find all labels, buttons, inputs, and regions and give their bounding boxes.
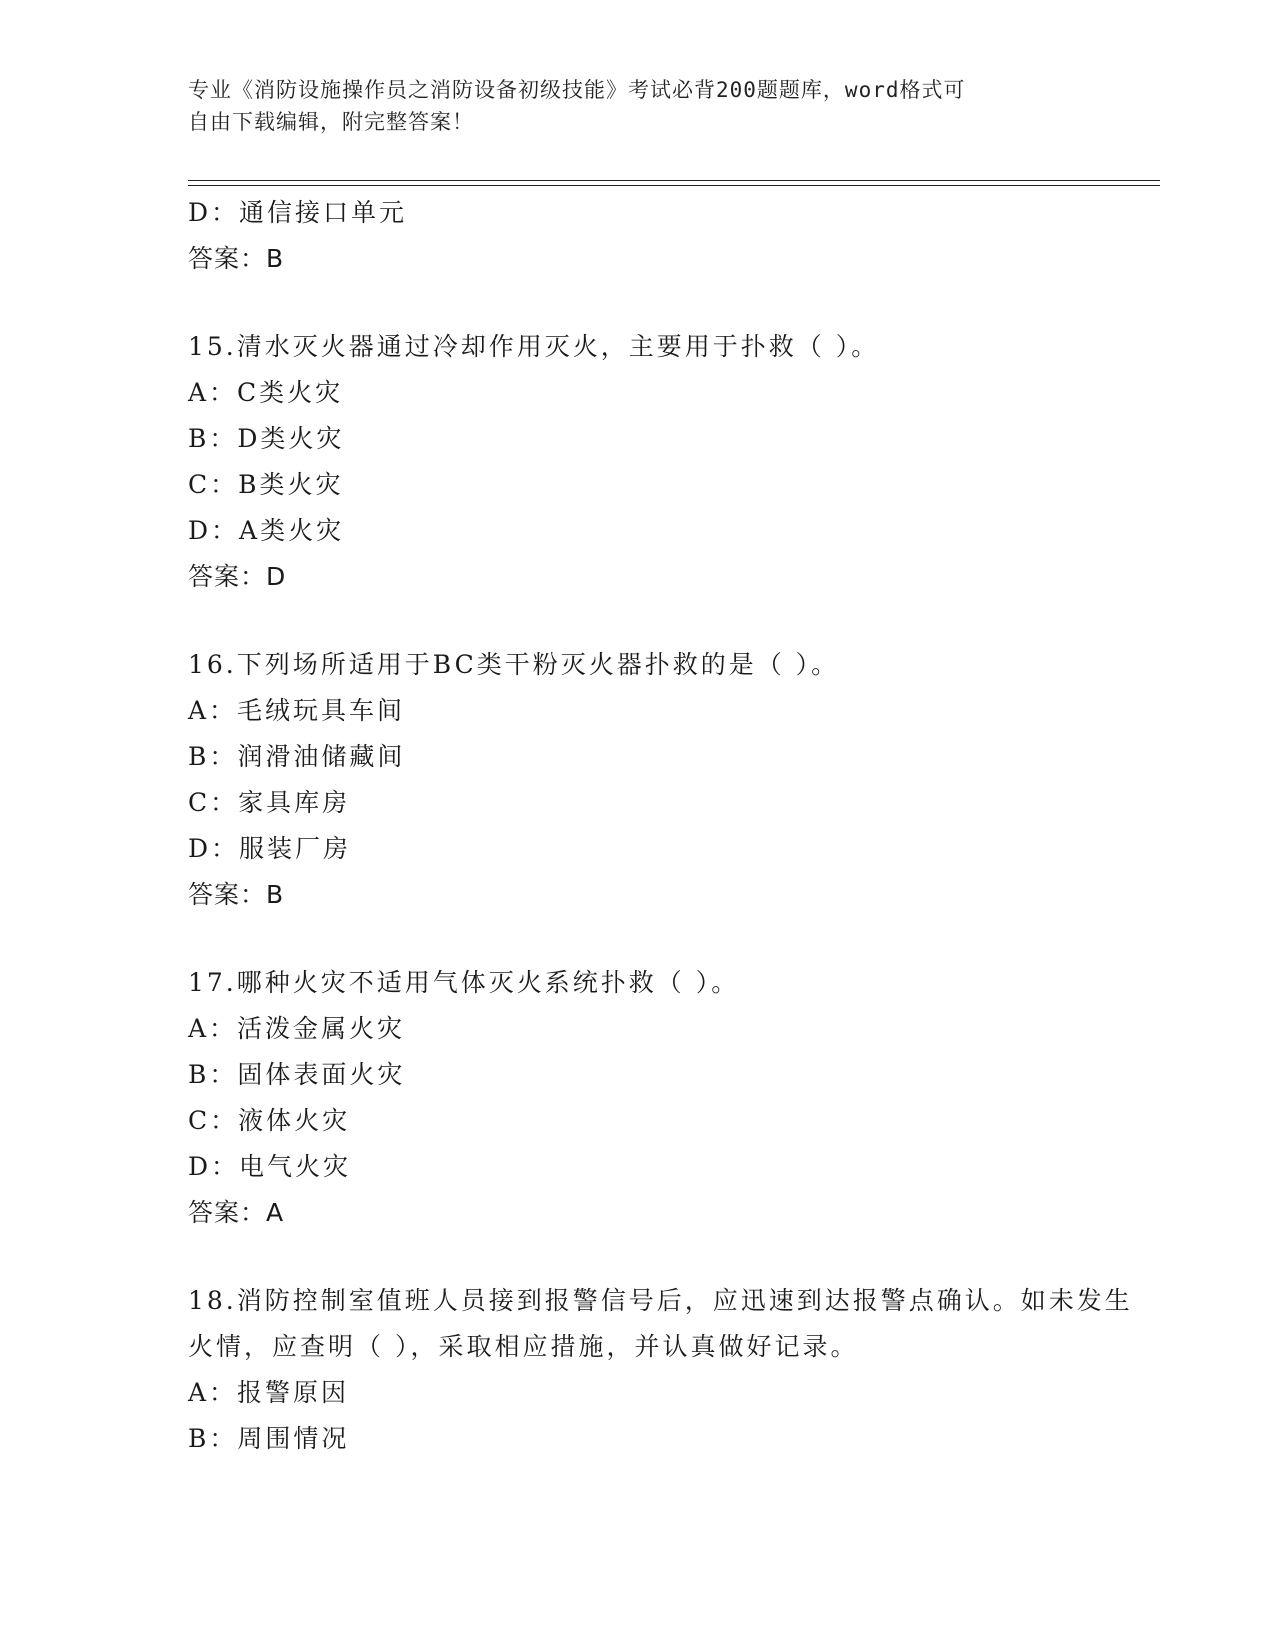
question-15 — [188, 324, 1148, 600]
option-a: A：报警原因 — [188, 1378, 350, 1407]
answer-line: 答案：A — [188, 1198, 285, 1227]
option-d: D：通信接口单元 — [188, 198, 408, 227]
option-d: D：电气火灾 — [188, 1152, 352, 1181]
option-c: C：家具库房 — [188, 788, 351, 817]
document-header — [188, 74, 1088, 138]
option-b: B：润滑油储藏间 — [188, 742, 406, 771]
question-stem: 16.下列场所适用于BC类干粉灭火器扑救的是（ ）。 — [188, 650, 840, 679]
header-divider-bottom — [188, 185, 1160, 186]
question-16 — [188, 642, 1148, 918]
option-a: A：毛绒玩具车间 — [188, 696, 406, 725]
answer-line: 答案：B — [188, 880, 285, 909]
option-c: C：液体火灾 — [188, 1106, 351, 1135]
spacer — [188, 918, 1148, 960]
question-17 — [188, 960, 1148, 1236]
option-c: C：B类火灾 — [188, 470, 344, 499]
spacer — [188, 1236, 1148, 1278]
option-a: A：C类火灾 — [188, 378, 344, 407]
spacer — [188, 282, 1148, 324]
answer-line: 答案：B — [188, 244, 285, 273]
question-stem: 17.哪种火灾不适用气体灭火系统扑救（ ）。 — [188, 968, 740, 997]
option-b: B：固体表面火灾 — [188, 1060, 406, 1089]
option-b: B：D类火灾 — [188, 424, 345, 453]
question-18 — [188, 1278, 1148, 1462]
option-b: B：周围情况 — [188, 1424, 350, 1453]
header-line-1: 专业《消防设施操作员之消防设备初级技能》考试必背200题题库，word格式可 — [188, 78, 966, 102]
question-stem: 15.清水灭火器通过冷却作用灭火，主要用于扑救（ ）。 — [188, 332, 880, 361]
question-stem: 18.消防控制室值班人员接到报警信号后，应迅速到达报警点确认。如未发生火情，应查明（ ），采取相应措施，并认真做好记录。 — [188, 1286, 1133, 1361]
option-d: D：服装厂房 — [188, 834, 352, 863]
option-d: D：A类火灾 — [188, 516, 345, 545]
header-line-2: 自由下载编辑，附完整答案！ — [188, 110, 474, 134]
spacer — [188, 600, 1148, 642]
question-content — [188, 190, 1148, 1462]
header-divider-top — [188, 180, 1160, 181]
option-a: A：活泼金属火灾 — [188, 1014, 406, 1043]
answer-line: 答案：D — [188, 562, 287, 591]
